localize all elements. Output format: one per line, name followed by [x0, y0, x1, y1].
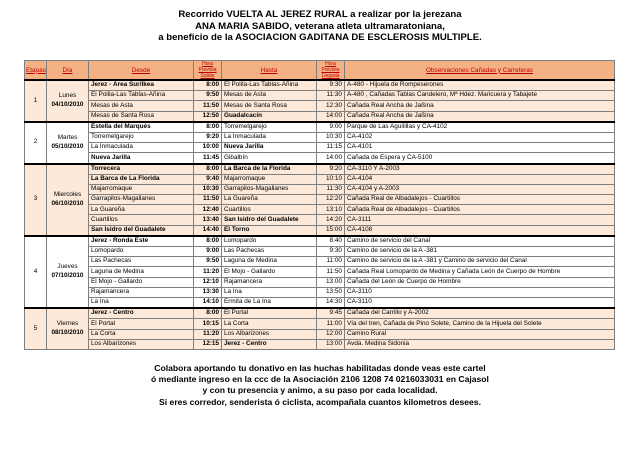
to-cell: Majarromaque: [222, 174, 317, 184]
col-hora-llegada: Hora Prevista Llegada: [317, 61, 345, 81]
departure-time: 11:45: [194, 153, 222, 164]
departure-time: 8:00: [194, 308, 222, 319]
observations-cell: Cañada Real de Albadalejos - Cuartillos: [345, 205, 615, 215]
from-cell: La Barca de La Florida: [89, 174, 194, 184]
departure-time: 14:10: [194, 297, 222, 308]
observations-cell: CA-4101: [345, 143, 615, 153]
arrival-time: 10:10: [317, 174, 345, 184]
table-row: [25, 236, 615, 247]
table-row: [25, 91, 615, 101]
to-cell: Mesas de Santa Rosa: [222, 101, 317, 111]
table-row: [25, 80, 615, 91]
to-cell: Gibalbín: [222, 153, 317, 164]
footer-line-4: Si eres corredor, senderista ó ciclista, acompañala cuantos kilometros desees.: [159, 396, 481, 407]
arrival-time: 9:30: [317, 80, 345, 91]
arrival-time: 11:50: [317, 267, 345, 277]
table-row: [25, 308, 615, 319]
day-name: Jueves: [57, 263, 78, 271]
from-cell: San Isidro del Guadalete: [89, 225, 194, 236]
departure-time: 8:00: [194, 80, 222, 91]
table-row: [25, 257, 615, 267]
table-header-row: [25, 61, 615, 81]
header-line-1: Recorrido VUELTA AL JEREZ RURAL a realizar por la jerezana: [178, 9, 462, 20]
to-cell: La Ina: [222, 287, 317, 297]
to-cell: Cuartillos: [222, 205, 317, 215]
observations-cell: Cañada de Espera y CA-5100: [345, 153, 615, 164]
table-row: [25, 287, 615, 297]
to-cell: Las Pachecas: [222, 247, 317, 257]
to-cell: Jerez - Centro: [222, 339, 317, 349]
arrival-time: 12:30: [317, 101, 345, 111]
to-cell: Los Albarizones: [222, 329, 317, 339]
table-row: [25, 267, 615, 277]
table-row: [25, 132, 615, 142]
departure-time: 9:50: [194, 257, 222, 267]
from-cell: La Ina: [89, 297, 194, 308]
observations-cell: Parque de Las Aguilillas y CA-4102: [345, 122, 615, 133]
observations-cell: Camino de servicio de la A -381 y Camino de servicio del Canal: [345, 257, 615, 267]
table-row: [25, 101, 615, 111]
from-cell: La Inmaculada: [89, 143, 194, 153]
arrival-time: 9:30: [317, 247, 345, 257]
schedule-table: [24, 60, 615, 350]
to-cell: El Portal: [222, 308, 317, 319]
observations-cell: Camino Rural: [345, 329, 615, 339]
table-row: [25, 205, 615, 215]
departure-time: 8:00: [194, 164, 222, 175]
to-cell: San Isidro del Guadalete: [222, 215, 317, 225]
observations-cell: CA-3110 Y A-2003: [345, 164, 615, 175]
departure-time: 9:00: [194, 247, 222, 257]
footer-line-2: ó mediante ingreso en la ccc de la Asociación 2106 1208 74 0216033031 en Cajasol: [151, 374, 489, 385]
stage-day: [47, 164, 89, 236]
from-cell: Torrecera: [89, 164, 194, 175]
to-cell: Nueva Jarilla: [222, 143, 317, 153]
from-cell: Nueva Jarilla: [89, 153, 194, 164]
day-date: 04/10/2010: [51, 100, 84, 108]
header-line-3: a beneficio de la ASOCIACION GADITANA DE ESCLEROSIS MULTIPLE.: [158, 32, 482, 44]
observations-cell: CA-3110: [345, 287, 615, 297]
to-cell: El Mojo - Gallardo: [222, 267, 317, 277]
departure-time: 10:30: [194, 184, 222, 194]
observations-cell: A-480 - Hijuela de Rompeserones: [345, 80, 615, 91]
arrival-time: 14:20: [317, 215, 345, 225]
arrival-time: 12:00: [317, 329, 345, 339]
departure-time: 13:30: [194, 287, 222, 297]
table-row: [25, 277, 615, 287]
footer: [0, 363, 640, 408]
to-cell: Ermita de La Ina: [222, 297, 317, 308]
arrival-time: 9:00: [317, 122, 345, 133]
day-date: 05/10/2010: [51, 142, 84, 150]
from-cell: Mesas de Asta: [89, 101, 194, 111]
observations-cell: CA-4102: [345, 132, 615, 142]
arrival-time: 8:40: [317, 236, 345, 247]
departure-time: 9:40: [194, 174, 222, 184]
from-cell: Jerez - Centro: [89, 308, 194, 319]
header: [0, 9, 640, 44]
from-cell: Rajamancera: [89, 287, 194, 297]
departure-time: 14:40: [194, 225, 222, 236]
from-cell: La Guareña: [89, 205, 194, 215]
from-cell: El Portal: [89, 319, 194, 329]
day-date: 06/10/2010: [51, 199, 84, 207]
to-cell: El Polila-Las Tablas-Añina: [222, 80, 317, 91]
header-line-2: ANA MARIA SABIDO, veterana atleta ultramaratoniana,: [195, 20, 445, 32]
table-row: [25, 153, 615, 164]
departure-time: 12:50: [194, 111, 222, 122]
from-cell: Estella del Marqués: [89, 122, 194, 133]
stage-number: 5: [25, 308, 47, 349]
from-cell: El Mojo - Gallardo: [89, 277, 194, 287]
observations-cell: Cañada del Carrillo y A-2002: [345, 308, 615, 319]
table-row: [25, 111, 615, 122]
table-row: [25, 174, 615, 184]
from-cell: Jerez - Ronda Este: [89, 236, 194, 247]
to-cell: Torremelgarejo: [222, 122, 317, 133]
observations-cell: Cañada Real Ancha de Jaßina: [345, 101, 615, 111]
stage-number: 2: [25, 122, 47, 164]
table-row: [25, 297, 615, 308]
day-date: 08/10/2010: [51, 329, 84, 336]
stage-day: [47, 80, 89, 122]
to-cell: El Torno: [222, 225, 317, 236]
arrival-time: 11:00: [317, 257, 345, 267]
arrival-time: 10:30: [317, 132, 345, 142]
table-row: [25, 143, 615, 153]
from-cell: Jerez - Área Sur/Ikea: [89, 80, 194, 91]
departure-time: 13:40: [194, 215, 222, 225]
from-cell: El Polila-Las Tablas-Añina: [89, 91, 194, 101]
observations-cell: CA-4104 y A-2003: [345, 184, 615, 194]
to-cell: Mesas de Asta: [222, 91, 317, 101]
departure-time: 11:20: [194, 267, 222, 277]
from-cell: Garrapilos-Magallanes: [89, 195, 194, 205]
arrival-time: 14:00: [317, 153, 345, 164]
observations-cell: CA-4108: [345, 225, 615, 236]
footer-line-1: Colabora aportando tu donativo en las huchas habilitadas donde veas este cartel: [154, 363, 486, 373]
arrival-time: 13:00: [317, 339, 345, 349]
table-row: [25, 164, 615, 175]
col-observaciones: Observaciones Cañadas y Carreteras: [345, 61, 615, 81]
table-row: [25, 247, 615, 257]
departure-time: 10:00: [194, 143, 222, 153]
departure-time: 12:15: [194, 339, 222, 349]
arrival-time: 11:30: [317, 91, 345, 101]
col-etapas: Etapas: [25, 61, 47, 81]
from-cell: Laguna de Medina: [89, 267, 194, 277]
observations-cell: CA-4104: [345, 174, 615, 184]
arrival-time: 9:20: [317, 164, 345, 175]
to-cell: Rajamancera: [222, 277, 317, 287]
to-cell: Guadalcacín: [222, 111, 317, 122]
observations-cell: Avda. Medina Sidonia: [345, 339, 615, 349]
arrival-time: 11:30: [317, 184, 345, 194]
to-cell: La Inmaculada: [222, 132, 317, 142]
table-row: [25, 339, 615, 349]
to-cell: Laguna de Medina: [222, 257, 317, 267]
observations-cell: Camino de servicio de la A -381: [345, 247, 615, 257]
from-cell: Lomopardo: [89, 247, 194, 257]
footer-line-3: y con tu presencia y animo, a su paso por cada localidad.: [202, 385, 438, 396]
table-row: [25, 329, 615, 339]
arrival-time: 9:45: [317, 308, 345, 319]
day-name: Viernes: [56, 320, 79, 328]
arrival-time: 15:00: [317, 225, 345, 236]
departure-time: 12:10: [194, 277, 222, 287]
table-row: [25, 319, 615, 329]
stage-number: 3: [25, 164, 47, 236]
stage-number: 4: [25, 236, 47, 308]
day-name: Miercoles: [53, 191, 82, 199]
stage-day: [47, 236, 89, 308]
table-row: [25, 225, 615, 236]
table-row: [25, 195, 615, 205]
observations-cell: Cañada Real de Albadalejos - Cuartillos: [345, 195, 615, 205]
from-cell: Mesas de Santa Rosa: [89, 111, 194, 122]
arrival-time: 14:30: [317, 297, 345, 308]
to-cell: La Guareña: [222, 195, 317, 205]
table-row: [25, 184, 615, 194]
arrival-time: 13:00: [317, 277, 345, 287]
departure-time: 8:00: [194, 236, 222, 247]
arrival-time: 11:00: [317, 319, 345, 329]
col-dia: Día: [47, 61, 89, 81]
departure-time: 11:50: [194, 101, 222, 111]
from-cell: Las Pachecas: [89, 257, 194, 267]
observations-cell: CA-3111: [345, 215, 615, 225]
to-cell: La Corta: [222, 319, 317, 329]
from-cell: La Corta: [89, 329, 194, 339]
stage-day: [47, 308, 89, 349]
from-cell: Los Albarizones: [89, 339, 194, 349]
stage-number: 1: [25, 80, 47, 122]
observations-cell: Cañada del León de Cuerpo de Hombre: [345, 277, 615, 287]
table-row: [25, 122, 615, 133]
from-cell: Cuartillos: [89, 215, 194, 225]
arrival-time: 14:00: [317, 111, 345, 122]
day-name: Martes: [57, 134, 78, 142]
observations-cell: CA-3110: [345, 297, 615, 308]
observations-cell: Camino de servicio del Canal: [345, 236, 615, 247]
arrival-time: 12:20: [317, 195, 345, 205]
departure-time: 11:50: [194, 195, 222, 205]
day-date: 07/10/2010: [51, 271, 84, 279]
departure-time: 9:50: [194, 91, 222, 101]
to-cell: La Barca de la Florida: [222, 164, 317, 175]
from-cell: Torremelgarejo: [89, 132, 194, 142]
departure-time: 12:40: [194, 205, 222, 215]
day-name: Lunes: [58, 92, 77, 100]
table-row: [25, 215, 615, 225]
departure-time: 10:15: [194, 319, 222, 329]
col-hasta: Hasta: [222, 61, 317, 81]
departure-time: 11:20: [194, 329, 222, 339]
arrival-time: 13:50: [317, 287, 345, 297]
arrival-time: 13:10: [317, 205, 345, 215]
arrival-time: 11:15: [317, 143, 345, 153]
observations-cell: Cañada Real Lomopardo de Medina y Cañada León de Cuerpo de Hombre: [345, 267, 615, 277]
observations-cell: A-480 , Cañadas Tablas Candelero, Mª Hdez. Maricuera y Tabajete: [345, 91, 615, 101]
departure-time: 9:20: [194, 132, 222, 142]
observations-cell: Vía del tren, Cañada de Pino Solete, Camino de la Hijuela del Solete: [345, 319, 615, 329]
to-cell: Garrapilos-Magallanes: [222, 184, 317, 194]
col-hora-salida: Hora Prevista Salida: [194, 61, 222, 81]
to-cell: Lomopardo: [222, 236, 317, 247]
col-desde: Desde: [89, 61, 194, 81]
departure-time: 8:00: [194, 122, 222, 133]
stage-day: [47, 122, 89, 164]
observations-cell: Cañada Real Ancha de Jaßina: [345, 111, 615, 122]
from-cell: Majarromaque: [89, 184, 194, 194]
